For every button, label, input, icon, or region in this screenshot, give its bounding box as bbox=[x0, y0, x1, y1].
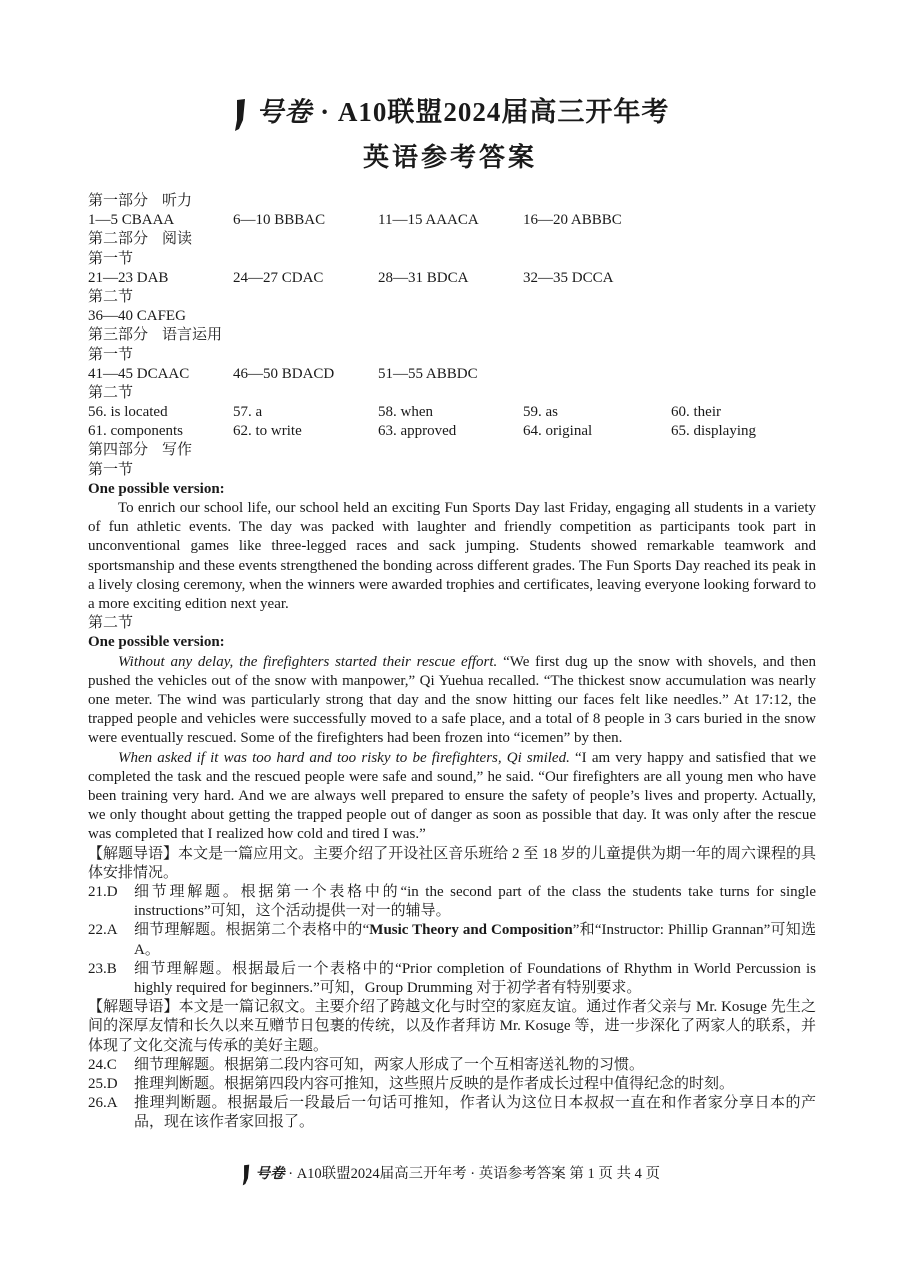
title-text: · A10联盟2024届高三开年考 bbox=[320, 97, 670, 127]
answer-group: 51—55 ABBDC bbox=[378, 365, 478, 382]
document-header bbox=[0, 92, 900, 177]
answer-item: 57. a bbox=[233, 404, 263, 421]
part2-section1-answers bbox=[88, 269, 816, 288]
explanation-text: 推理判断题。根据最后一段最后一句话可推知，作者认为这位日本叔叔一直在和作者家分享日本的产品，现在该作者家回报了。 bbox=[134, 1095, 816, 1131]
explanation-item bbox=[88, 1056, 816, 1075]
passage-b-guide: 【解题导语】本文是一篇记叙文。主要介绍了跨越文化与时空的家庭友谊。通过作者父亲与 Mr. Kosuge 先生之间的深厚友情和长久以来互赠节日包裹的传统，以及作者拜访 Mr. Kosuge 等，进一步深化了两家人的联系，并体现了文化交流与传承的美好主题。 bbox=[88, 999, 816, 1054]
explanation-text: 细节理解题。根据最后一个表格中的“Prior completion of Foundations of Rhythm in World Percussion is highly required for beginners.”可知，Group Drumming 对于初学者有特别要求。 bbox=[134, 960, 816, 997]
answer-item: 58. when bbox=[378, 404, 433, 421]
version1-label: One possible version: bbox=[88, 480, 225, 497]
answer-item: 64. original bbox=[523, 423, 593, 440]
answer-item: 61. components bbox=[88, 423, 183, 440]
part4-heading: 第四部分 写作 bbox=[88, 442, 193, 459]
question-answer: 22.A bbox=[88, 922, 118, 939]
essay2-paragraph2 bbox=[88, 749, 816, 845]
explanation-text: 细节理解题。根据第二段内容可知，两家人形成了一个互相寄送礼物的习惯。 bbox=[134, 1056, 645, 1073]
answer-group: 32—35 DCCA bbox=[523, 269, 614, 286]
explanation-text: 细节理解题。根据第一个表格中的“in the second part of the class the students take turns for single instructions”可知，这个活动提供一对一的辅导。 bbox=[134, 884, 816, 920]
answer-item: 56. is located bbox=[88, 404, 168, 421]
page-footer bbox=[0, 1162, 900, 1186]
brand-logo-icon bbox=[240, 1164, 252, 1186]
footer-brand: 号卷 bbox=[255, 1165, 285, 1182]
part1-answers bbox=[88, 211, 816, 230]
question-answer: 21.D bbox=[88, 884, 118, 901]
explanation-item bbox=[88, 1094, 816, 1132]
essay1-paragraph: To enrich our school life, our school held an exciting Fun Sports Day last Friday, engaging all students in a variety of fun athletic events. The day was packed with laughter and friendly competition as participants took part in unconventional games like three-legged races and sack jumping. Students showed remarkable teamwork and sportsmanship and these events strengthened the bonding across different grades. The Fun Sports Day reached its peak in a lively closing ceremony, when the winners were awarded trophies and certificates, leaving everyone looking forward to a more exciting edition next year. bbox=[88, 500, 816, 613]
paragraph1-body: “We first dug up the snow with shovels, and then pushed the vehicles out of the snow with manpower,” Qi Yuehua recalled. “The thickest snow accumulation was nearly one meter. The wind was particularly strong that day and the snow hitting our faces felt like needles.” At 17:12, the trapped people and vehicles were successfully moved to a safe place, and a total of 8 people in 3 cars buried in the snow were eventually rescued. Some of the firefighters had been frozen into “icemen” by then. bbox=[88, 653, 816, 747]
document-title bbox=[0, 92, 900, 133]
passage-a-guide: 【解题导语】本文是一篇应用文。主要介绍了开设社区音乐班给 2 至 18 岁的儿童提供为期一年的周六课程的具体安排情况。 bbox=[88, 845, 816, 881]
answer-item: 65. displaying bbox=[671, 423, 756, 440]
answer-content bbox=[88, 192, 816, 1133]
question-answer: 25.D bbox=[88, 1076, 118, 1093]
part3-section2-row2 bbox=[88, 422, 816, 441]
part2-section2-answers bbox=[88, 307, 816, 326]
part3-heading: 第三部分 语言运用 bbox=[88, 327, 223, 344]
answer-group: 21—23 DAB bbox=[88, 269, 169, 286]
part2-section1-heading: 第一节 bbox=[88, 250, 134, 267]
answer-item: 60. their bbox=[671, 404, 721, 421]
question-answer: 24.C bbox=[88, 1056, 117, 1073]
question-answer: 26.A bbox=[88, 1095, 118, 1112]
answer-group: 1—5 CBAAA bbox=[88, 212, 175, 229]
question-answer: 23.B bbox=[88, 960, 117, 977]
paragraph2-body: “I am very happy and satisfied that we completed the task and the rescued people were safe and sound,” he said. “Our firefighters are all young men who have been training very hard. And we are always well prepared to ensure the safety of people’s lives and property. Actually, we only thought about getting the trapped people out of danger as soon as possible that day. It was only after the rescue was completed that I realized how cold and tired I was.” bbox=[88, 749, 817, 843]
part2-section2-heading: 第二节 bbox=[88, 288, 134, 305]
part4-section2-heading: 第二节 bbox=[88, 615, 134, 632]
answer-group: 46—50 BDACD bbox=[233, 365, 335, 382]
version2-label: One possible version: bbox=[88, 634, 225, 651]
explanation-item bbox=[88, 960, 816, 998]
part1-heading: 第一部分 听力 bbox=[88, 193, 193, 209]
answer-item: 59. as bbox=[523, 404, 558, 421]
explanation-item bbox=[88, 921, 816, 959]
answer-group: 16—20 ABBBC bbox=[523, 212, 622, 229]
answer-group: 28—31 BDCA bbox=[378, 269, 469, 286]
answer-group: 11—15 AAACA bbox=[378, 212, 479, 229]
answer-group: 41—45 DCAAC bbox=[88, 365, 190, 382]
answer-group: 36—40 CAFEG bbox=[88, 308, 186, 325]
explanation-item bbox=[88, 883, 816, 921]
part3-section1-heading: 第一节 bbox=[88, 346, 134, 363]
part2-heading: 第二部分 阅读 bbox=[88, 231, 193, 248]
footer-text: · A10联盟2024届高三开年考 · 英语参考答案 第 1 页 共 4 页 bbox=[288, 1166, 660, 1182]
part3-section1-answers bbox=[88, 365, 816, 384]
answer-item: 63. approved bbox=[378, 423, 457, 440]
essay2-paragraph1 bbox=[88, 653, 816, 749]
brand-logo-icon bbox=[231, 98, 249, 132]
explanation-text: 细节理解题。根据第二个表格中的“Music Theory and Composition”和“Instructor: Phillip Grannan”可知选 A。 bbox=[134, 922, 816, 958]
emphasized-title: Music Theory and Composition bbox=[369, 922, 573, 939]
answer-group: 24—27 CDAC bbox=[233, 269, 324, 286]
answer-group: 6—10 BBBAC bbox=[233, 212, 326, 229]
part3-section2-row1 bbox=[88, 403, 816, 422]
paragraph2-lead-sentence: When asked if it was too hard and too risky to be firefighters, Qi smiled. bbox=[118, 749, 570, 766]
answer-item: 62. to write bbox=[233, 423, 302, 440]
document-subtitle: 英语参考答案 bbox=[362, 143, 537, 172]
paragraph1-lead-sentence: Without any delay, the firefighters started their rescue effort. bbox=[118, 653, 498, 670]
brand-name: 号卷 bbox=[256, 97, 313, 128]
part4-section1-heading: 第一节 bbox=[88, 461, 134, 478]
explanation-item bbox=[88, 1075, 816, 1094]
explanation-text: 推理判断题。根据第四段内容可推知，这些照片反映的是作者成长过程中值得纪念的时刻。 bbox=[134, 1076, 735, 1093]
part3-section2-heading: 第二节 bbox=[88, 384, 134, 401]
